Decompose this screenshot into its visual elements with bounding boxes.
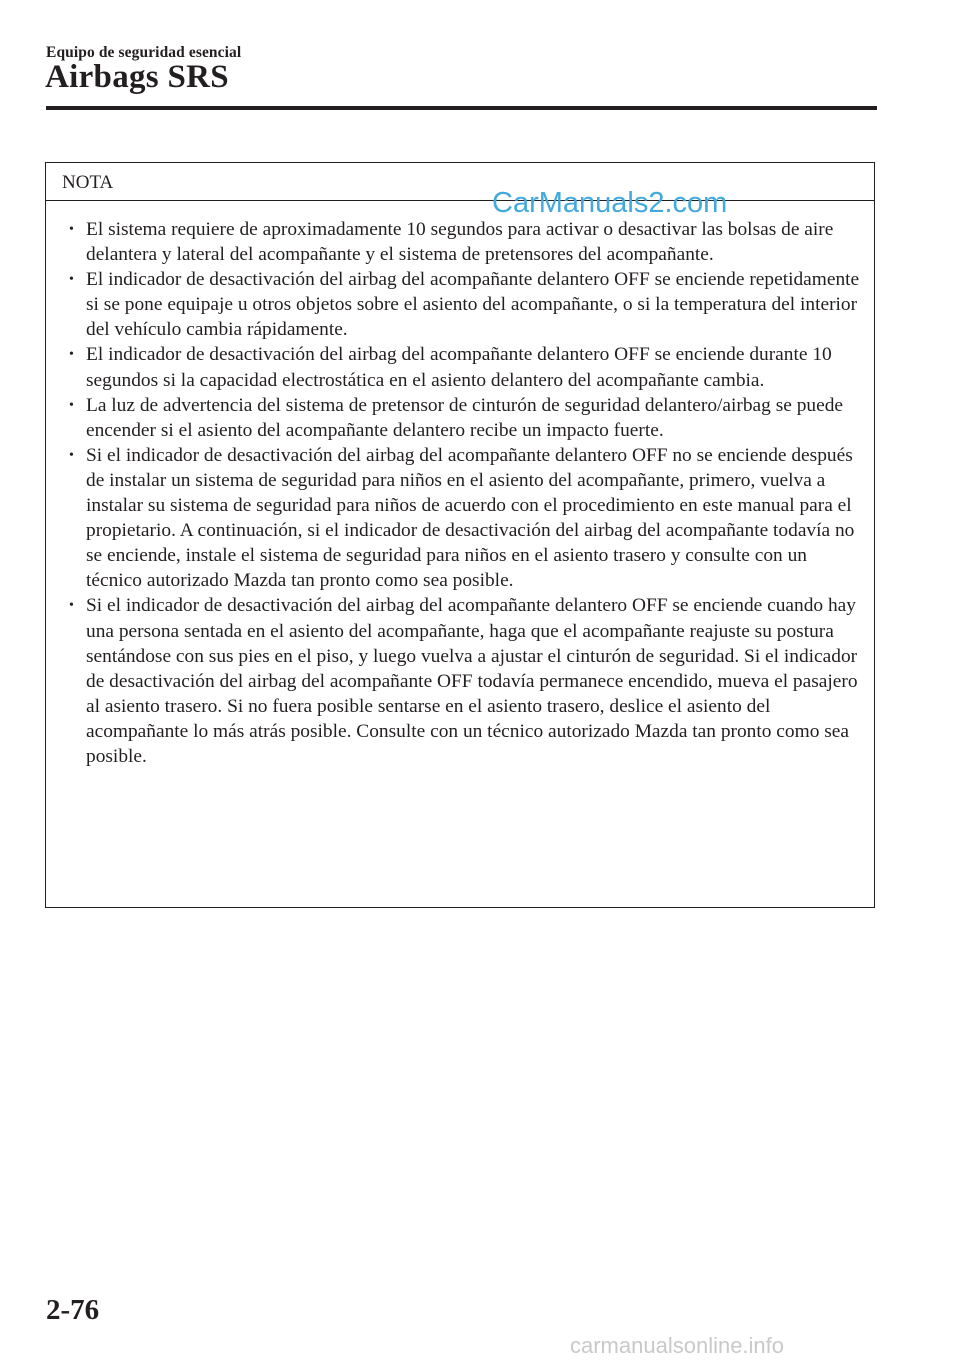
header-divider	[46, 106, 877, 110]
note-item-text: Si el indicador de desactivación del airbag del acompañante delantero OFF se enciende cuando hay una persona sentada en el asiento del acompañante, haga que el acompañante reajuste su postura sentándose con sus pies en el piso, y luego vuelva a ajustar el cinturón de seguridad. Si el indicador de desactivación del airbag del acompañante OFF todavía permanece encendido, mueva el pasajero al asiento trasero. Si no fuera posible sentarse en el asiento trasero, deslice el asiento del acompañante lo más atrás posible. Consulte con un técnico autorizado Mazda tan pronto como sea posible.	[86, 595, 858, 767]
note-item	[46, 393, 874, 443]
note-item-text: El indicador de desactivación del airbag del acompañante delantero OFF se enciende durante 10 segundos si la capacidad electrostática en el asiento delantero del acompañante cambia.	[86, 344, 832, 391]
note-item-text: Si el indicador de desactivación del airbag del acompañante delantero OFF no se enciende después de instalar un sistema de seguridad para niños en el asiento del acompañante, primero, vuelva a instalar su sistema de seguridad para niños de acuerdo con el procedimiento en este manual para el propietario. A continuación, si el indicador de desactivación del airbag del acompañante todavía no se enciende, instale el sistema de seguridad para niños en el asiento trasero y consulte con un técnico autorizado Mazda tan pronto como sea posible.	[86, 444, 855, 592]
page-title: Airbags SRS	[45, 59, 229, 95]
watermark-link[interactable]: CarManuals2.com	[492, 187, 728, 219]
bullet-icon: •	[69, 397, 74, 413]
note-item-text: El indicador de desactivación del airbag del acompañante delantero OFF se enciende repetidamente si se pone equipaje u otros objetos sobre el asiento del acompañante, o si la temperatura del interior del vehículo cambia rápidamente.	[86, 269, 860, 341]
bullet-icon: •	[69, 222, 74, 237]
note-item	[46, 443, 874, 594]
note-item-text: La luz de advertencia del sistema de pretensor de cinturón de seguridad delantero/airbag se puede encender si el asiento del acompañante delantero recibe un impacto fuerte.	[86, 394, 843, 441]
note-item	[46, 342, 874, 392]
bullet-icon: •	[69, 347, 74, 363]
note-box	[45, 162, 875, 908]
note-item	[46, 267, 874, 342]
note-item	[46, 217, 874, 267]
note-item-text: El sistema requiere de aproximadamente 10 segundos para activar o desactivar las bolsas de aire delantera y lateral del acompañante y el sistema de pretensores del acompañante.	[86, 219, 834, 266]
bullet-icon: •	[69, 447, 74, 463]
section-heading: Equipo de seguridad esencial	[46, 44, 242, 61]
bullet-icon: •	[69, 272, 74, 288]
bullet-icon: •	[69, 598, 74, 614]
note-list	[46, 217, 874, 769]
page-number: 2-76	[46, 1294, 100, 1326]
note-label: NOTA	[46, 163, 874, 201]
footer-site-link[interactable]: carmanualsonline.info	[570, 1333, 785, 1358]
note-item	[46, 593, 874, 769]
